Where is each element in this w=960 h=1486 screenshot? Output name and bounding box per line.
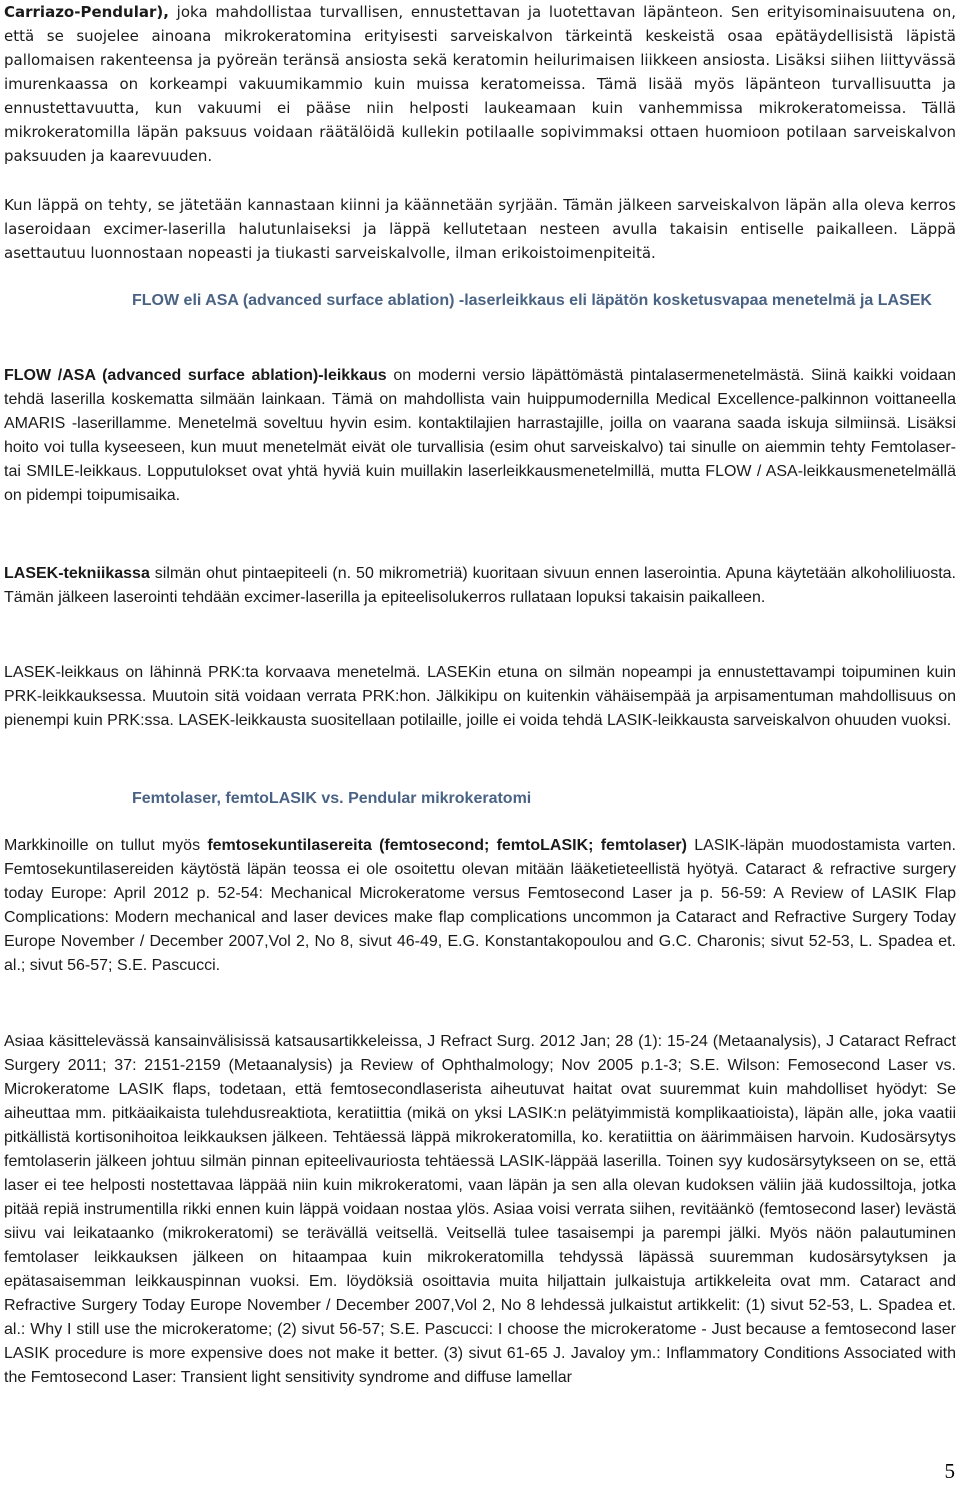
paragraph-text: Kun läppä on tehty, se jätetään kannastaan kiinni ja käännetään syrjään. Tämän jälkeen sarveiskalvon läpän alla oleva kerros laseroidaan excimer-laserilla halutunlaiseksi ja läppä kellutetaan nesteen avulla takaisin entiselle paikalleen. Läppä asettautuu luonnostaan nopeasti ja tiukasti sarveiskalvolle, ilman erikoistoimenpiteitä. (4, 196, 956, 262)
paragraph-flow-asa (4, 364, 956, 508)
paragraph-text: Markkinoille on tullut myös (4, 837, 208, 854)
paragraph-lead-bold: Carriazo-Pendular), (4, 3, 169, 21)
paragraph-review-articles (4, 1030, 956, 1390)
paragraph-text: LASIK-läpän muodostamista varten. Femtosekuntilasereiden käytöstä läpän teossa ei ole osoitettu olevan mitään lääketieteellistä hyötyä. Cataract & refractive surgery today Europe: April 2012 p. 52-54: Mechanical Microkeratome versus Femtosecond Laser ja p. 56-59: A Review of LASIK Flap Complications: Modern mechanical and laser devices make flap complications uncommon ja Cataract and Refractive Surgery Today Europe November / December 2007,Vol 2, No 8, sivut 46-49, E.G. Konstantakopoulou and G.C. Charonis; sivut 52-53, L. Spadea et. al.; sivut 56-57; S.E. Pascucci. (4, 837, 957, 974)
page-number: 5 (944, 1459, 955, 1483)
section-heading-femtolaser: Femtolaser, femtoLASIK vs. Pendular mikrokeratomi (132, 790, 532, 807)
paragraph-pendular-microkeratome (4, 0, 956, 168)
paragraph-flap-procedure (4, 193, 956, 265)
paragraph-bold-term: femtosekuntilasereita (femtosecond; femtoLASIK; femtolaser) (207, 837, 687, 854)
section-heading-flow-asa-lasek: FLOW eli ASA (advanced surface ablation) -laserleikkaus eli läpätön kosketusvapaa menetelmä ja LASEK (132, 292, 932, 309)
paragraph-femtosecond-lasers (4, 834, 956, 978)
paragraph-lasek-vs-prk (4, 661, 956, 733)
paragraph-text: LASEK-leikkaus on lähinnä PRK:ta korvaava menetelmä. LASEKin etuna on silmän nopeampi ja ennustettavampi toipuminen kuin PRK-leikkauksessa. Muutoin sitä voidaan verrata PRK:hon. Jälkikipu on kuitenkin vähäisempää ja arpisamentuman mahdollisuus on pienempi kuin PRK:ssa. LASEK-leikkausta suositellaan potilaille, joille ei voida tehdä LASIK-leikkausta sarveiskalvon ohuuden vuoksi. (4, 664, 956, 729)
paragraph-lead-bold: LASEK-tekniikassa (4, 565, 150, 582)
paragraph-text: Asiaa käsittelevässä kansainvälisissä katsausartikkeleissa, J Refract Surg. 2012 Jan; 28 (1): 15-24 (Metaanalysis), J Cataract Refract Surgery 2011; 37: 2151-2159 (Metaanalysis) ja Review of Ophthalmology; Nov 2005 p.1-3; S.E. Wilson: Femosecond Laser vs. Microkeratome LASIK flaps, todetaan, että femtosecondlaserista aiheutuvat haitat ovat suuremmat kuin mahdolliset hyödyt: Se aiheuttaa mm. pitkäaikaista tulehdusreaktiota, keratiittia (mikä on yksi LASIK:n pelätyimmistä komplikaatioista), läpän alle, joka vaatii pitkällistä kortisonihoitoa leikkauksen jälkeen. Tehtäessä läppä mikrokeratomilla, ko. keratiittia on äärimmäisen harvoin. Kudosärsytys femtolaserin jälkeen johtuu silmän pinnan epiteelivauriosta tehtäessä LASIK-läppää laserilla. Toinen syy kudosärsytykseen on se, että laser ei tee helposti nostettavaa läppää niin kuin mikrokeratomi, vaan läpän ja sen alla olevan kudoksen väliin jää kudossiltoja, jotka pitää repiä instrumentilla rikki ennen kuin läppä voidaan nostaa ylös. Asiaa voisi verrata siihen, revitäänkö (femtosecond laser) levästä siivu vai leikataanko (mikrokeratomi) se terävällä veitsellä. Veitsellä tulee tasaisempi ja parempi jälki. Myös näön palautuminen femtolaser leikkauksen jälkeen on hitaampaa kuin mikrokeratomilla tehdyssä läpässä suuremman kudosärsytyksen ja epätasaisemman leikkauspinnan vuoksi. Em. löydöksiä osoittavia muita hiljattain julkaistuja artikkeleita ovat mm. Cataract and Refractive Surgery Today Europe November / December 2007,Vol 2, No 8 lehdessä julkaistut artikkelit: (1) sivut 52-53, L. Spadea et. al.: Why I still use the microkeratome; (2) sivut 56-57; S.E. Pascucci: I choose the microkeratome - Just because a femtosecond laser LASIK procedure is more expensive does not make it better. (3) sivut 61-65 J. Javaloy ym.: Inflammatory Conditions Associated with the Femtosecond Laser: Transient light sensitivity syndrome and diffuse lamellar (4, 1033, 956, 1386)
paragraph-text: joka mahdollistaa turvallisen, ennustettavan ja luotettavan läpänteon. Sen erityisominaisuutena on, että se suojelee ainoana mikrokeratomina erityisesti sarveiskalvon tärkeintä keskeistä osaa epätäydellisistä läpistä pallomaisen rakenteensa ja pyöreän teränsä ansiosta sekä keratomin heilurimaisen liikkeen ansiosta. Lisäksi siihen liittyvässä imurenkaassa on korkeampi vakuumikammio kuin muissa keratomeissa. Tämä lisää myös läpänteon turvallisuutta ja ennustettavuutta, kun vakuumi ei pääse niin helposti laukeamaan kuin vanhemmissa mikrokeratomeissa. Tällä mikrokeratomilla läpän paksuus voidaan räätälöidä kullekin potilaalle sopivimmaksi ottaen huomioon potilaan sarveiskalvon paksuuden ja kaarevuuden. (4, 3, 956, 165)
paragraph-text: silmän ohut pintaepiteeli (n. 50 mikrometriä) kuoritaan sivuun ennen laserointia. Apuna käytetään alkoholiliuosta. Tämän jälkeen laserointi tehdään excimer-laserilla ja epiteelisolukerros rullataan lopuksi takaisin paikalleen. (4, 565, 956, 606)
paragraph-text: on moderni versio läpättömästä pintalasermenetelmästä. Siinä kaikki voidaan tehdä laserilla koskematta silmään lainkaan. Tämä on mahdollista vain huippumodernilla Medical Excellence-palkinnon voittaneella AMARIS -laserillamme. Menetelmä soveltuu hyvin esim. kontaktilajien harrastajille, joilla on vaarana saada iskuja silmiinsä. Lisäksi hoito voi tulla kyseeseen, kun muut menetelmät eivät ole turvallisia (esim ohut sarveiskalvo) tai sinulle on aiemmin tehty Femtolaser- tai SMILE-leikkaus. Lopputulokset ovat yhtä hyviä kuin muillakin laserleikkausmenetelmillä, mutta FLOW / ASA-leikkausmenetelmällä on pidempi toipumisaika. (4, 367, 957, 504)
paragraph-lasek-technique (4, 562, 956, 610)
paragraph-lead-bold: FLOW /ASA (advanced surface ablation)-leikkaus (4, 367, 387, 384)
